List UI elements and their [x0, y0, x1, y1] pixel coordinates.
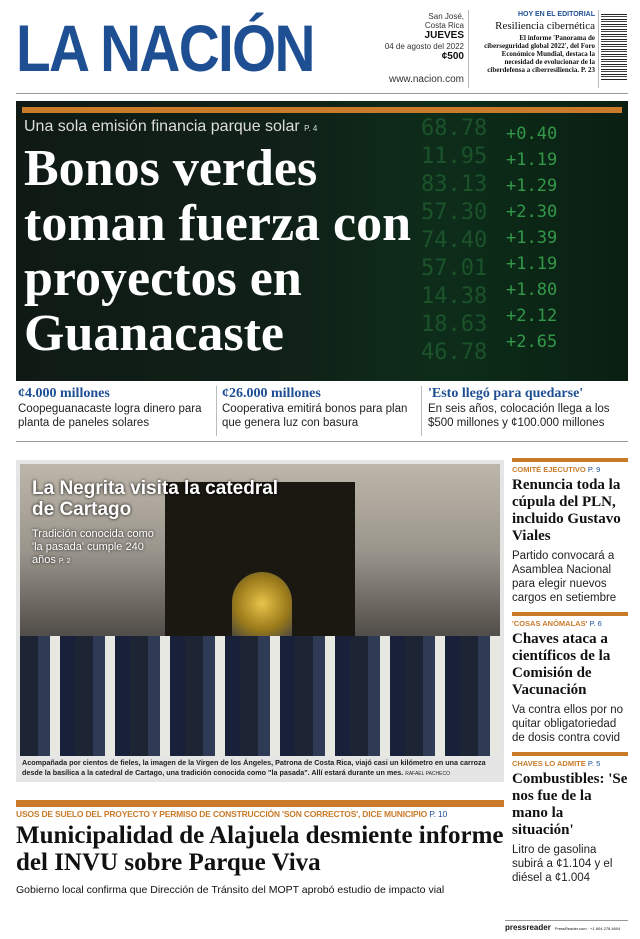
- lead-story[interactable]: [16, 101, 628, 381]
- kicker-text: USOS DE SUELO DEL PROYECTO Y PERMISO DE CONSTRUCCIÓN 'SON CORRECTOS', DICE MUNICIPIO: [16, 809, 428, 819]
- page-ref: P. 9: [587, 465, 601, 474]
- bottom-story[interactable]: [16, 800, 504, 897]
- logo: LA NACIÓN: [16, 11, 314, 85]
- accent-bar: [16, 800, 504, 807]
- right-column: [512, 458, 628, 892]
- side-kicker: [512, 619, 628, 628]
- side-story[interactable]: [512, 752, 628, 885]
- sub-headline: ¢26.000 millones: [222, 386, 321, 401]
- photo-subtitle: [32, 528, 162, 568]
- accent-bar: [512, 458, 628, 462]
- side-kicker: [512, 759, 628, 768]
- editorial-headline: Resiliencia cibernética: [495, 20, 595, 32]
- sub-headline: ¢4.000 millones: [18, 386, 110, 401]
- side-text: Va contra ellos por no quitar obligatoriedad de dosis contra covid: [512, 704, 624, 744]
- side-headline: Renuncia toda la cúpula del PLN, incluido Gustavo Viales: [512, 477, 621, 544]
- stock-ticker-background: 68.78 11.95 83.13 57.30 74.40 57.01 14.38 18.63 46.78: [421, 116, 488, 365]
- divider: [16, 441, 628, 442]
- bottom-kicker: [16, 809, 504, 820]
- sub-text: Coopeguanacaste logra dinero para planta de paneles solares: [18, 403, 202, 429]
- lead-headline: Bonos verdes toman fuerza con proyectos en Guanacaste: [24, 140, 412, 362]
- divider: [16, 93, 628, 94]
- page-ref: P. 2: [58, 558, 71, 565]
- lead-kicker: [24, 117, 317, 139]
- divider: [216, 386, 217, 436]
- side-story[interactable]: [512, 612, 628, 745]
- country: Costa Rica: [424, 21, 464, 30]
- divider: [421, 386, 422, 436]
- sub-text: En seis años, colocación llega a los $500 millones y ¢100.000 millones: [428, 403, 610, 429]
- city: San José,: [428, 12, 464, 21]
- accent-bar: [22, 107, 622, 113]
- side-text: Partido convocará a Asamblea Nacional para elegir nuevos cargos en setiembre: [512, 550, 617, 604]
- photo-credit: RAFAEL PACHECO: [405, 771, 450, 777]
- footer-text: PressReader.com · +1 604 278 4604: [554, 926, 621, 931]
- photo-title: La Negrita visita la catedral de Cartago: [32, 478, 279, 520]
- sub-story[interactable]: [428, 386, 628, 430]
- kicker-text: 'COSAS ANÓMALAS': [512, 619, 588, 628]
- weekday: JUEVES: [424, 30, 464, 41]
- side-headline: Combustibles: 'Se nos fue de la mano la situación': [512, 771, 628, 838]
- stock-ticker-changes: +0.40 +1.19 +1.29 +2.30 +1.39 +1.19 +1.80 +2.12 +2.65: [506, 124, 558, 352]
- divider: [598, 10, 599, 88]
- page-ref: P. 4: [304, 124, 318, 133]
- dateline: [380, 12, 464, 63]
- page-ref: P. 10: [429, 809, 447, 819]
- editorial-kicker: HOY EN EL EDITORIAL: [517, 11, 595, 18]
- date: 04 de agosto del 2022: [384, 42, 464, 51]
- side-headline: Chaves ataca a científicos de la Comisión de Vacunación: [512, 631, 611, 698]
- photo-story[interactable]: [16, 460, 504, 782]
- kicker-text: Una sola emisión financia parque solar: [24, 118, 300, 135]
- website-link[interactable]: www.nacion.com: [388, 74, 464, 85]
- subtitle-text: Tradición conocida como 'la pasada' cumple 240 años: [32, 528, 154, 566]
- accent-bar: [512, 752, 628, 756]
- procession-photo: [20, 464, 500, 756]
- barcode: [601, 12, 627, 80]
- crowd: [20, 636, 500, 756]
- price: ¢500: [441, 51, 464, 62]
- editorial-teaser[interactable]: [473, 10, 595, 74]
- side-story[interactable]: [512, 458, 628, 605]
- kicker-text: CHAVES LO ADMITE: [512, 759, 586, 768]
- page-ref: P. 6: [589, 619, 602, 628]
- bottom-text: Gobierno local confirma que Dirección de Tránsito del MOPT aprobó estudio de impacto vial: [16, 884, 445, 896]
- editorial-text: El informe 'Panorama de ciberseguridad global 2022', del Foro Económico Mundial, destaca la necesidad de evolucionar de la ciberdefensa a ciberresiliencia. P. 23: [484, 34, 595, 74]
- sub-text: Cooperativa emitirá bonos para plan que genera luz con basura: [222, 403, 408, 429]
- page-ref: P. 5: [587, 759, 601, 768]
- side-kicker: [512, 465, 628, 474]
- bottom-headline: Municipalidad de Alajuela desmiente informe del INVU sobre Parque Viva: [16, 822, 504, 876]
- sub-headline: 'Esto llegó para quedarse': [428, 386, 584, 401]
- sub-story[interactable]: [18, 386, 218, 430]
- kicker-text: COMITÉ EJECUTIVO: [512, 465, 586, 474]
- sub-story[interactable]: [222, 386, 422, 430]
- photo-caption: [22, 758, 498, 779]
- side-text: Litro de gasolina subirá a ¢1.104 y el diésel a ¢1.004: [512, 844, 613, 884]
- pressreader-logo: pressreader: [505, 923, 551, 932]
- divider: [468, 10, 469, 88]
- caption-text: Acompañada por cientos de fieles, la imagen de la Virgen de los Ángeles, Patrona de Costa Rica, viajó casi un kilómetro en una carroza desde la basílica a la catedral de Cartago, una tradición conocida como "la pasada". Allí estará durante un mes.: [22, 758, 486, 777]
- pressreader-footer[interactable]: [505, 920, 628, 934]
- accent-bar: [512, 612, 628, 616]
